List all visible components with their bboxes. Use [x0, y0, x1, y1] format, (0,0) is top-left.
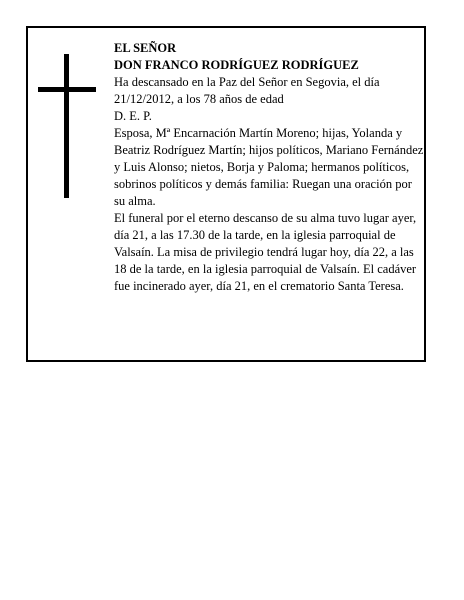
funeral-paragraph: El funeral por el eterno descanso de su alma tuvo lugar ayer, día 21, a las 17.30 de la tarde, en la iglesia parroquial de Valsaín. La misa de privilegio tendrá lugar hoy, día 22, a las 18 de la tarde, en la iglesia parroquial de Valsaín. El cadáver fue incinerado ayer, día 21, en el crematorio Santa Teresa. [114, 211, 417, 293]
deceased-name: DON FRANCO RODRÍGUEZ RODRÍGUEZ [114, 58, 359, 72]
notice-text-block [114, 40, 424, 295]
rest-in-peace: D. E. P. [114, 109, 152, 123]
family-paragraph: Esposa, Mª Encarnación Martín Moreno; hijas, Yolanda y Beatriz Rodríguez Martín; hijos políticos, Mariano Fernández y Luis Alonso; nietos, Borja y Paloma; hermanos políticos, sobrinos políticos y demás familia: Ruegan una oración por su alma. [114, 126, 424, 208]
notice-heading: EL SEÑOR [114, 41, 177, 55]
obituary-notice [26, 26, 426, 362]
cross-horizontal-bar [38, 87, 96, 92]
cross-icon [38, 54, 96, 198]
cross-vertical-bar [64, 54, 69, 198]
death-announcement: Ha descansado en la Paz del Señor en Segovia, el día 21/12/2012, a los 78 años de edad [114, 75, 380, 106]
